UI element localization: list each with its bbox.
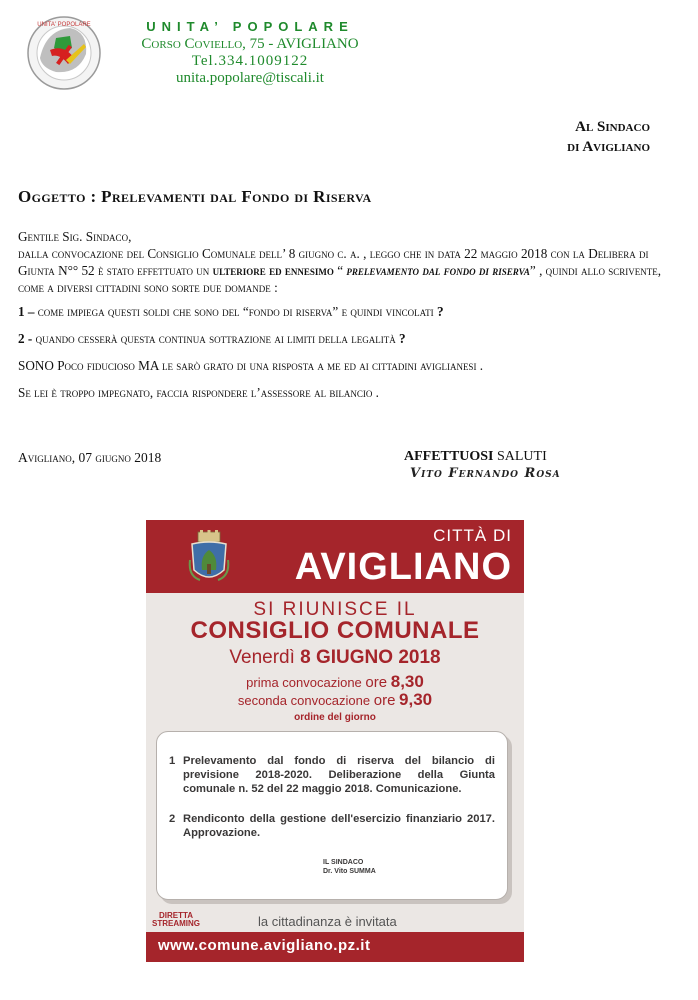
poster-citta-di: CITTÀ DI	[433, 526, 512, 545]
agenda-box	[156, 731, 508, 900]
agenda-item-number: 1	[169, 755, 176, 767]
poster-footer	[146, 932, 524, 962]
organization-address: Corso Coviello, 75 - AVIGLIANO	[141, 36, 359, 52]
letter-subject: Oggetto : Prelevamenti dal Fondo di Riserva	[18, 187, 372, 206]
poster-prima-convocazione	[146, 672, 524, 692]
council-poster	[146, 520, 524, 962]
closing-rest: SALUTI	[493, 449, 547, 464]
addressee-line-1: Al Sindaco	[575, 119, 650, 135]
question-1	[18, 303, 666, 320]
poster-town-name: AVIGLIANO	[294, 546, 512, 588]
agenda-item	[169, 754, 495, 796]
prima-label: prima convocazione	[246, 675, 362, 690]
poster-date	[146, 647, 524, 669]
question-2-mark: ?	[399, 331, 406, 346]
paragraph-1-text-b: “	[333, 263, 347, 278]
logo-text: UNITA' POPOLARE	[37, 22, 91, 28]
streaming-label: STREAMING	[152, 919, 200, 928]
paragraph-1-text-a: dalla convocazione del Consiglio Comunale dell’ 8 giugno c. a. , leggo che in data 22 maggio 2018 con la Delibera di Giunta N°° 52 è stato effettuato un	[18, 246, 649, 278]
poster-sindaco	[157, 858, 507, 876]
poster-consiglio-comunale: CONSIGLIO COMUNALE	[190, 617, 480, 644]
question-2	[18, 330, 666, 347]
organization-name: UNITA’ POPOLARE	[146, 19, 354, 34]
seconda-label: seconda convocazione	[237, 693, 371, 708]
prima-ore: ore	[365, 674, 388, 691]
organization-email: unita.popolare@tiscali.it	[176, 70, 324, 86]
letter-body	[18, 228, 666, 401]
poster-ordine-del-giorno: ordine del giorno	[294, 712, 376, 723]
town-crest-icon	[188, 530, 230, 586]
poster-seconda-convocazione	[146, 690, 524, 710]
seconda-ore: ore	[373, 692, 396, 709]
paragraph-1-bold: ulteriore ed ennesimo	[212, 263, 334, 278]
closing-bold: AFFETTUOSI	[404, 449, 494, 464]
signature: Vito Fernando Rosa	[410, 466, 561, 481]
poster-website: www.comune.avigliano.pz.it	[158, 937, 371, 954]
prima-time: 8,30	[390, 672, 424, 691]
question-1-text: come impiega questi soldi che sono del “fondo di riserva” e quindi vincolati	[34, 304, 437, 319]
addressee	[567, 117, 650, 157]
diretta-label: DIRETTA	[158, 911, 194, 920]
sindaco-title: IL SINDACO	[323, 859, 364, 866]
question-2-text: quando cesserà questa continua sottrazione ai limiti della legalità	[32, 331, 400, 346]
agenda-item-number: 2	[169, 813, 176, 825]
organization-logo	[26, 14, 102, 92]
seconda-time: 9,30	[399, 690, 433, 709]
sindaco-name: Dr. Vito SUMMA	[323, 868, 376, 875]
poster-si-riunisce: SI RIUNISCE IL	[253, 599, 417, 620]
line-se: Se lei è troppo impegnato, faccia rispondere l’assessore al bilancio .	[18, 385, 379, 400]
agenda-item-text: Prelevamento dal fondo di riserva del bilancio di previsione 2018-2020. Deliberazione della Giunta comunale n. 52 del 22 maggio 2018. Comunicazione.	[183, 755, 495, 795]
question-2-number: 2 -	[18, 331, 33, 346]
diretta-streaming-badge	[152, 912, 200, 928]
letterhead	[120, 20, 380, 86]
addressee-line-2: di Avigliano	[567, 139, 650, 155]
poster-day: Venerdì	[229, 647, 295, 668]
paragraph-1-text-c: ” , quindi allo scrivente, come a diversi cittadini sono sorte due domande :	[18, 263, 662, 295]
paragraph-1-italic: prelevamento dal fondo di riserva	[346, 263, 530, 278]
organization-phone: Tel.334.1009122	[191, 53, 309, 69]
line-sono: SONO Poco fiducioso MA le sarò grato di una risposta a me ed ai cittadini aviglianesi .	[18, 358, 484, 373]
agenda-item-text: Rendiconto della gestione dell'esercizio finanziario 2017. Approvazione.	[183, 813, 495, 839]
poster-invitation: la cittadinanza è invitata	[258, 914, 397, 929]
poster-banner	[146, 520, 524, 593]
closing	[404, 449, 547, 465]
salutation: Gentile Sig. Sindaco,	[18, 229, 132, 244]
place-date: Avigliano, 07 giugno 2018	[18, 450, 162, 465]
paragraph-1	[18, 245, 666, 296]
question-1-number: 1 –	[18, 304, 35, 319]
poster-date-value: 8 GIUGNO 2018	[300, 647, 441, 668]
question-1-mark: ?	[436, 304, 444, 319]
agenda-item	[169, 812, 495, 840]
